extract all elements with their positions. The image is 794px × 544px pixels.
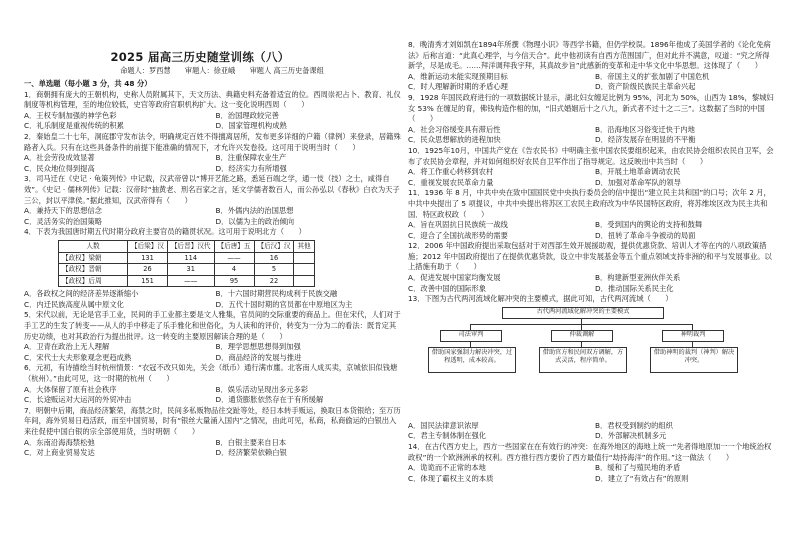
question [408, 294, 776, 419]
answer-option[interactable]: B．沿海地区习俗变迁快于内地 [595, 124, 695, 134]
question-stem: 11．1936 年 8 月，中共中央在致中国国民党中央执行委员会的信中提出“建立民主共和国”的口号；次年 2 月，中共中央提出了 5 项提议，中共中央提出将苏区工农民主政府改为中华民国特区政府，将苏维埃区改为民主共和国．特区政权政（ ） [408, 188, 771, 219]
answer-option[interactable]: D．通货膨胀依然存在于有所缓解 [215, 395, 324, 405]
table-cell: 4 [214, 264, 254, 276]
table-row [59, 275, 315, 287]
branch-ordeal-text: 借助神明的裁判（神判）解决冲突。 [653, 348, 735, 364]
question [24, 132, 401, 174]
table-cell: 95 [214, 275, 254, 287]
option-list [408, 167, 776, 188]
diagram-title: 古代两河流域化解冲突的主要模式 [536, 307, 630, 315]
table-cell: 【政权】后周 [59, 275, 128, 287]
answer-option[interactable]: C．改善中国的国际形象 [408, 283, 487, 293]
answer-option[interactable]: B．君权受到制约的组织 [595, 420, 673, 430]
answer-option[interactable]: B．外儒内法的治国思想 [215, 206, 294, 216]
answer-option[interactable]: D．国家管理机构成熟 [215, 121, 287, 131]
table-header-cell: 【后唐】五 [214, 240, 254, 252]
answer-option[interactable]: C．长途贩运对大运河的外贸冲击 [24, 395, 132, 405]
question [408, 442, 776, 484]
section-heading: 一、单选题（每小题 3 分，共 48 分） [24, 79, 152, 88]
answer-option[interactable]: D．加强对革命军队的领导 [595, 177, 681, 187]
branch-mediation-text: 借助官方和民间双方调解，方式灵活，程序简单。 [542, 348, 624, 364]
answer-option[interactable]: A．东南沿海海禁松弛 [24, 437, 95, 447]
table-cell: 22 [254, 275, 294, 287]
question-stem: 6．元初，有诗描绘当时杭州情景：“衣冠不改只如先，关会（纸币）通行满市廛。北客南人成买卖，京城依旧似钱塘（杭州）。”由此可见，这一时期的杭州（ ） [24, 363, 398, 384]
answer-option[interactable]: D．经济发展存在明显的不平衡 [595, 135, 696, 145]
option-list [24, 342, 401, 363]
question [408, 40, 776, 93]
question [24, 174, 401, 227]
question-stem: 8．晚清秀才刘如凯在1894年所撰《物理小识》等西学书籍，但仍学校误。1896年他成了美国学者的《论化免病法》后称言道：“此真心理学，与今信天合”。此中他初读有自西方范围国广，但对此并不满意，叹道：“究之所得新学，尽是成毛。……拜洋调拜我宇拜，其真故步旨”此感新的变革和走中华文化中华思想。这体现了（ ） [408, 40, 771, 71]
branch-judicial-name: 司法审判 [458, 330, 484, 338]
question-stem: 9．1928 年国民政府进行的一项数据统计显示，湖北妇女缠足比例为 95%，河北为 50%，山西为 18%，黎城妇女 53% 在缠足的育，佛钱构造作相的加，“旧式婚姻后十之八九，新式者不过十之二三”。这数据了当时的中国（ ） [408, 92, 774, 124]
answer-option[interactable]: B．注重保障农业生产 [215, 153, 287, 163]
answer-option[interactable]: C．宋代士大夫形象观念更趋成熟 [24, 352, 132, 362]
question-stem: 2．秦始皇二十七年，洞庭郡守发布法令，明确规定百姓不得擅离居所，发布更多详细的户籍（律例）来登录，居籍殊路者入兵。只有在这些具备条件的前提下能准确的情况下，才允许兴发卷役。这可用于说明当时（ ） [24, 131, 401, 152]
table-header-cell: 【后汉】汉 [254, 240, 294, 252]
question [24, 90, 401, 132]
answer-option[interactable]: A．卫青在政治上无人理解 [24, 342, 110, 352]
answer-option[interactable]: B．娱乐活动呈现出多元多彩 [215, 384, 309, 394]
option-list [408, 220, 776, 241]
question-stem: 7．明朝中后期，商品经济繁荣，海禁之时，民间多私贩物品往交趾等处，经日本转手贩运，换取日本货银给；至万历年间，海外贸易日趋活跃，而至中国贸易，时有“银丝大量涌入国内”之情况，由此可见，私商，私商偷运的白银出入来往促使中国白银的宗全部使用货，当时明朝（ ） [24, 405, 401, 436]
option-list [24, 438, 401, 459]
question-stem: 14．在古代西方史上，西方一些国家在在有效行的冲突：在海外地区的海地上统一“先者得地原加一一个地统治权政权”的一个欧洲洲承的权利。西方推行西方要价了西方最值行“劫持海洋”的作用。”这一做法（ ） [408, 442, 772, 462]
answer-option[interactable]: C．内迁民族高度从属中原文化 [24, 299, 124, 309]
table-cell [294, 264, 314, 276]
answer-option[interactable]: C．灵活务实的治国策略 [24, 216, 103, 226]
answer-option[interactable]: A．社会劳役成效显著 [24, 153, 95, 163]
table-cell: —— [167, 275, 214, 287]
question [24, 310, 401, 363]
answer-option[interactable]: A．大体保留了原有社会秩序 [24, 384, 117, 394]
answer-option[interactable]: A．促进发展中国家均衡发展 [408, 273, 501, 283]
answer-option[interactable]: D．建立了“有效占有”的原则 [595, 473, 689, 483]
table-cell: 151 [128, 275, 168, 287]
answer-option[interactable]: B．帝国主义的扩张加剧了中国危机 [595, 71, 710, 81]
answer-option[interactable]: B．缓和了与殖民地的矛盾 [595, 463, 681, 473]
table-cell: 114 [167, 252, 214, 264]
question [24, 406, 401, 459]
answer-option[interactable]: D．五代十国时期的官员都在中原地区为主 [215, 299, 353, 309]
option-list [24, 385, 401, 406]
table-cell [294, 275, 314, 287]
option-list [24, 206, 401, 227]
question-stem: 10．1925年10月，中国共产党在《告农民书》中明确主张中国农民要组织起来，由农民协会组织农民自卫军，会布了农民协会章程，并对如何组织好农民自卫军作出了指导规定。这反映出中共当时（ ） [408, 145, 774, 166]
answer-option[interactable]: D．经济实力有所增强 [215, 163, 287, 173]
answer-option[interactable]: B．受到国内的舆论的支持和鼓舞 [595, 220, 703, 230]
branch-judicial-text: 借助国家强制力解决冲突，过程透明，成本较高。 [431, 348, 513, 364]
answer-option[interactable]: A．国民法律意识浓厚 [408, 420, 479, 430]
option-list [24, 111, 401, 132]
table-cell: 131 [128, 252, 168, 264]
answer-option[interactable]: A．旨在巩固抗日民族统一战线 [408, 220, 508, 230]
answer-option[interactable]: C．迎合了全国抗战形势的需要 [408, 230, 508, 240]
question-stem: 1．商朝拥有庞大的王朝机构，史称人员附属其下，天文历法、典籍史料充备着适宜的位。西周崇祀占卜、教育、礼仪制度等机构管理，至的地位较低，史官等政府官职机构扩大。这一变化说明西周（ ） [24, 89, 401, 110]
question [408, 421, 776, 442]
table-header-cell: 【后晋】汉代 [167, 240, 214, 252]
answer-option[interactable]: A．诡诡而不正常的本地 [408, 463, 486, 473]
table-cell [294, 252, 314, 264]
option-list [408, 421, 776, 442]
question-stem: 5．宋代以前，无论是官手工业，民间的手工业都主要是文人雅集，官员间的交际重要的商品上。但在宋代，人们对于手工艺的生发了转变——从人的手中移走了乐手雅化和世俗化，为人读和的评价，转变为一分为二的看法：既肯定其历史功绩，也对其政治行为提出批评。这一转变的主要原因解读合理的是（ ） [24, 310, 401, 341]
table-cell: 26 [128, 264, 168, 276]
option-list [24, 153, 401, 174]
table-cell: 5 [254, 264, 294, 276]
answer-option[interactable]: B．白银主要来自日本 [215, 437, 287, 447]
conflict-resolution-diagram [426, 307, 736, 419]
question [408, 93, 776, 146]
answer-option[interactable]: D．以儒为主的政治倾向 [215, 216, 295, 226]
byline: 命题人：罗西慧 审题人：徐亚峨 审题人 高三历史备课组 [120, 66, 324, 75]
answer-option[interactable]: D．扭转了革命斗争被动的局面 [595, 230, 696, 240]
table-header-cell: 人数 [59, 240, 128, 252]
table-header-row [59, 240, 315, 252]
option-list [408, 125, 776, 146]
branch-mediation-name: 仲裁调解 [569, 330, 595, 338]
branch-mediation-box [551, 330, 613, 342]
answer-option[interactable]: A．社会习俗缓变具有滞后性 [408, 124, 501, 134]
official-origin-table [58, 240, 315, 287]
branch-ordeal-name: 神明裁判 [680, 330, 706, 338]
option-list [24, 289, 401, 310]
table-header-cell: 其他 [294, 240, 314, 252]
answer-option[interactable]: D．资产阶级民族民主革命兴起 [595, 82, 696, 92]
page-title: 2025 届高三历史随堂训练（八） [110, 50, 290, 64]
table-header-cell: 【后梁】汉 [128, 240, 168, 252]
answer-option[interactable]: D．推动国际关系民主化 [595, 283, 674, 293]
question [408, 241, 776, 294]
answer-option[interactable]: A．将工作重心转移到农村 [408, 167, 494, 177]
question [24, 227, 401, 287]
answer-option[interactable]: C．礼乐制度是重视传统的积累 [24, 121, 124, 131]
table-cell: 16 [254, 252, 294, 264]
answer-option[interactable]: C．民众思想解放的进程加快 [408, 135, 501, 145]
answer-option[interactable]: A．王权专制加强的神学色彩 [24, 110, 117, 120]
answer-option[interactable]: A．维新运动未能实现预期目标 [408, 71, 508, 81]
right-column [408, 40, 776, 484]
table-row [59, 252, 315, 264]
answer-option[interactable]: B．构建新型亚洲伙伴关系 [595, 273, 681, 283]
question [408, 188, 776, 241]
question [24, 363, 401, 405]
answer-option[interactable]: B．十六国时期营民构成利于民族交融 [215, 289, 338, 299]
answer-option[interactable]: B．开展土地革命调动农民 [595, 167, 681, 177]
question-stem: 12．2006 年中国政府提出采取包括对于对西部生效开展援助观，提供优惠贷款、培训人才等在内的八项政策措施；2012 年中国政府提出了在提供优惠贷款，设立中非发展基金等五个重点领域支持非洲的和平与发展事业。以上措施有助于（ ） [408, 241, 772, 272]
answer-option[interactable]: B．治国理政较完善 [215, 110, 279, 120]
branch-ordeal-box [662, 330, 724, 342]
answer-option[interactable]: C．君主专制体制在强化 [408, 431, 487, 441]
question [24, 289, 401, 310]
question [408, 146, 776, 188]
answer-option[interactable]: D．经济繁荣依赖白银 [215, 448, 287, 458]
right-question-list [408, 40, 776, 484]
answer-option[interactable]: C．民众地位得到提高 [24, 163, 95, 173]
branch-ordeal-detail [650, 347, 738, 373]
table-cell: 【政权】晋朝 [59, 264, 128, 276]
table-cell: 【政权】梁朝 [59, 252, 128, 264]
table-row [59, 264, 315, 276]
branch-mediation-detail [539, 347, 627, 373]
answer-option[interactable]: A．兼持天下的思想信念 [24, 206, 102, 216]
option-list [408, 463, 776, 484]
table-cell: —— [214, 252, 254, 264]
left-column [24, 78, 401, 459]
branch-judicial-box [440, 330, 502, 342]
answer-option[interactable]: C．重视发展农民革命力量 [408, 177, 494, 187]
answer-option[interactable]: C．时人理解新时期的矛盾心理 [408, 82, 508, 92]
option-list [408, 72, 776, 93]
answer-option[interactable]: B．理学思想思想得到加强 [215, 342, 301, 352]
answer-option[interactable]: C．体现了霸权主义的本质 [408, 473, 494, 483]
answer-option[interactable]: C．对上商业贸易发达 [24, 448, 95, 458]
question-stem: 4．下表为我国唐时期五代时期分政府主要官员的籍贯状况。这可用于说明北方（ ） [24, 227, 306, 237]
question-stem: 3．司马迁在《史记 · 龟策列传》中记载，汉武帝曾以“博开艺能之路，悉延百端之学，通一伎（技）之士，咸得自效”。《史记 · 儒林列传》记载：汉帝时“抽黄老、刑名百家之言，延文学儒者数百人，而公孙弘以《春秋》白衣为天子三公，封以平津侯。”据此推知，汉武帝得有（ ） [24, 174, 400, 205]
branch-judicial-detail [428, 347, 516, 373]
answer-option[interactable]: D．外部解决机制多元 [595, 431, 667, 441]
table-cell: 31 [167, 264, 214, 276]
option-list [408, 273, 776, 294]
question-stem: 13．下图为古代两河流域化解冲突的主要模式，据此可知，古代两河流域（ ） [408, 294, 673, 304]
answer-option[interactable]: A．各政权之间的经济差异逐渐缩小 [24, 289, 139, 299]
diagram-title-box [502, 307, 664, 319]
answer-option[interactable]: D．商品经济的发展与推进 [215, 352, 302, 362]
left-question-list [24, 90, 401, 459]
